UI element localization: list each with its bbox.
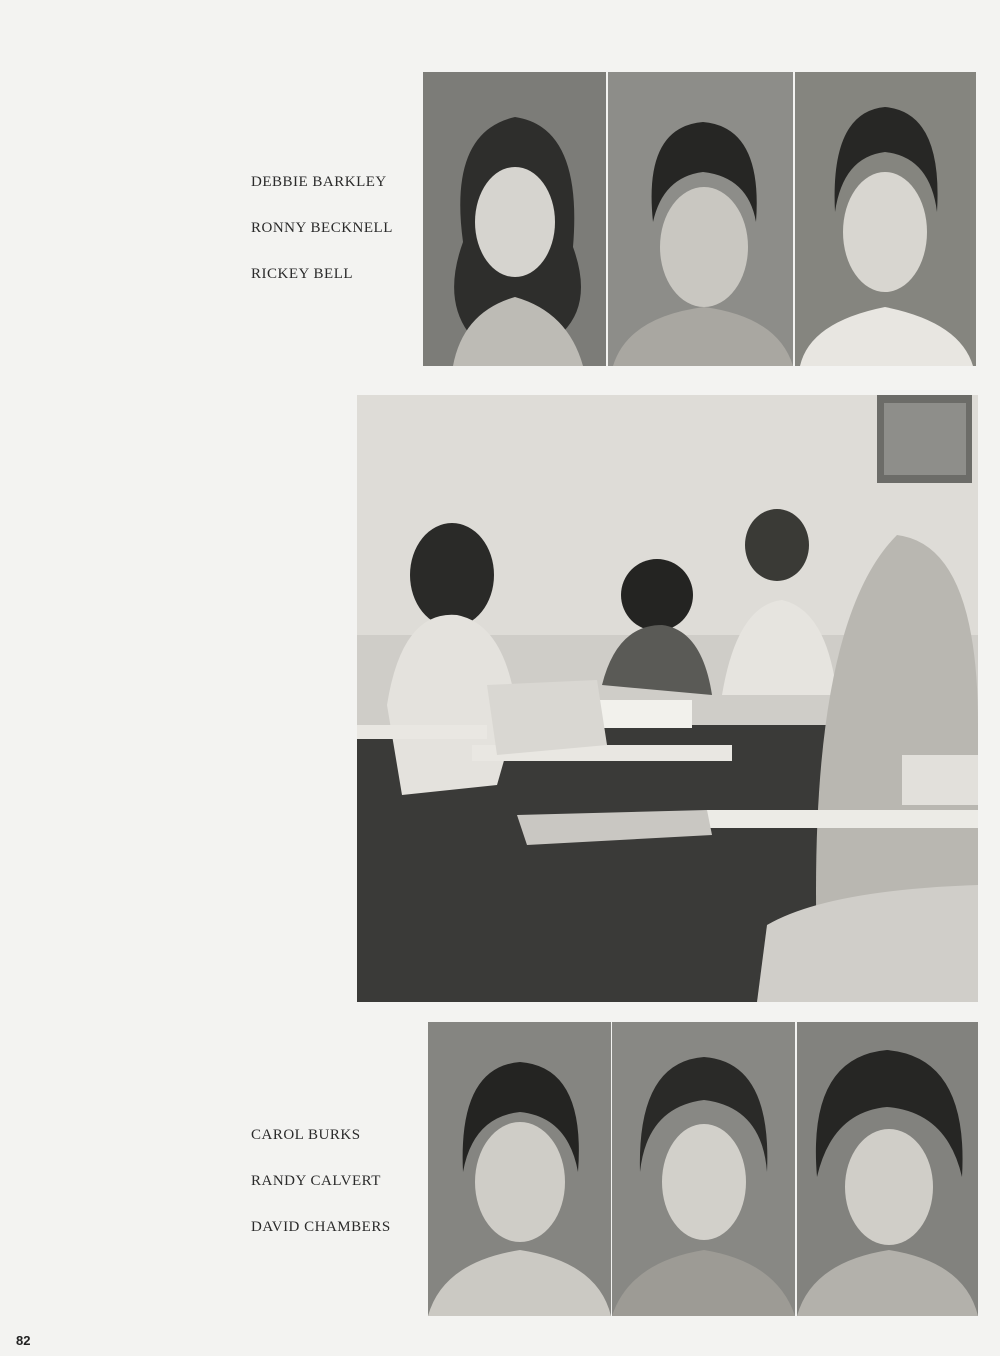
name-label: DAVID CHAMBERS: [251, 1219, 391, 1235]
name-label: CAROL BURKS: [251, 1127, 361, 1143]
name-label: RICKEY BELL: [251, 266, 354, 282]
portrait-photo: [423, 72, 606, 366]
portrait-photo: [797, 1022, 978, 1316]
top-name-list: [251, 172, 393, 310]
portrait-photo: [428, 1022, 611, 1316]
classroom-photo: [357, 395, 978, 1002]
portrait-photo: [612, 1022, 795, 1316]
name-label: RONNY BECKNELL: [251, 220, 393, 236]
name-label: RANDY CALVERT: [251, 1173, 381, 1189]
portrait-photo: [795, 72, 976, 366]
page-number: 82: [16, 1333, 31, 1348]
name-label: DEBBIE BARKLEY: [251, 174, 387, 190]
portrait-photo: [608, 72, 793, 366]
bottom-name-list: [251, 1125, 391, 1263]
